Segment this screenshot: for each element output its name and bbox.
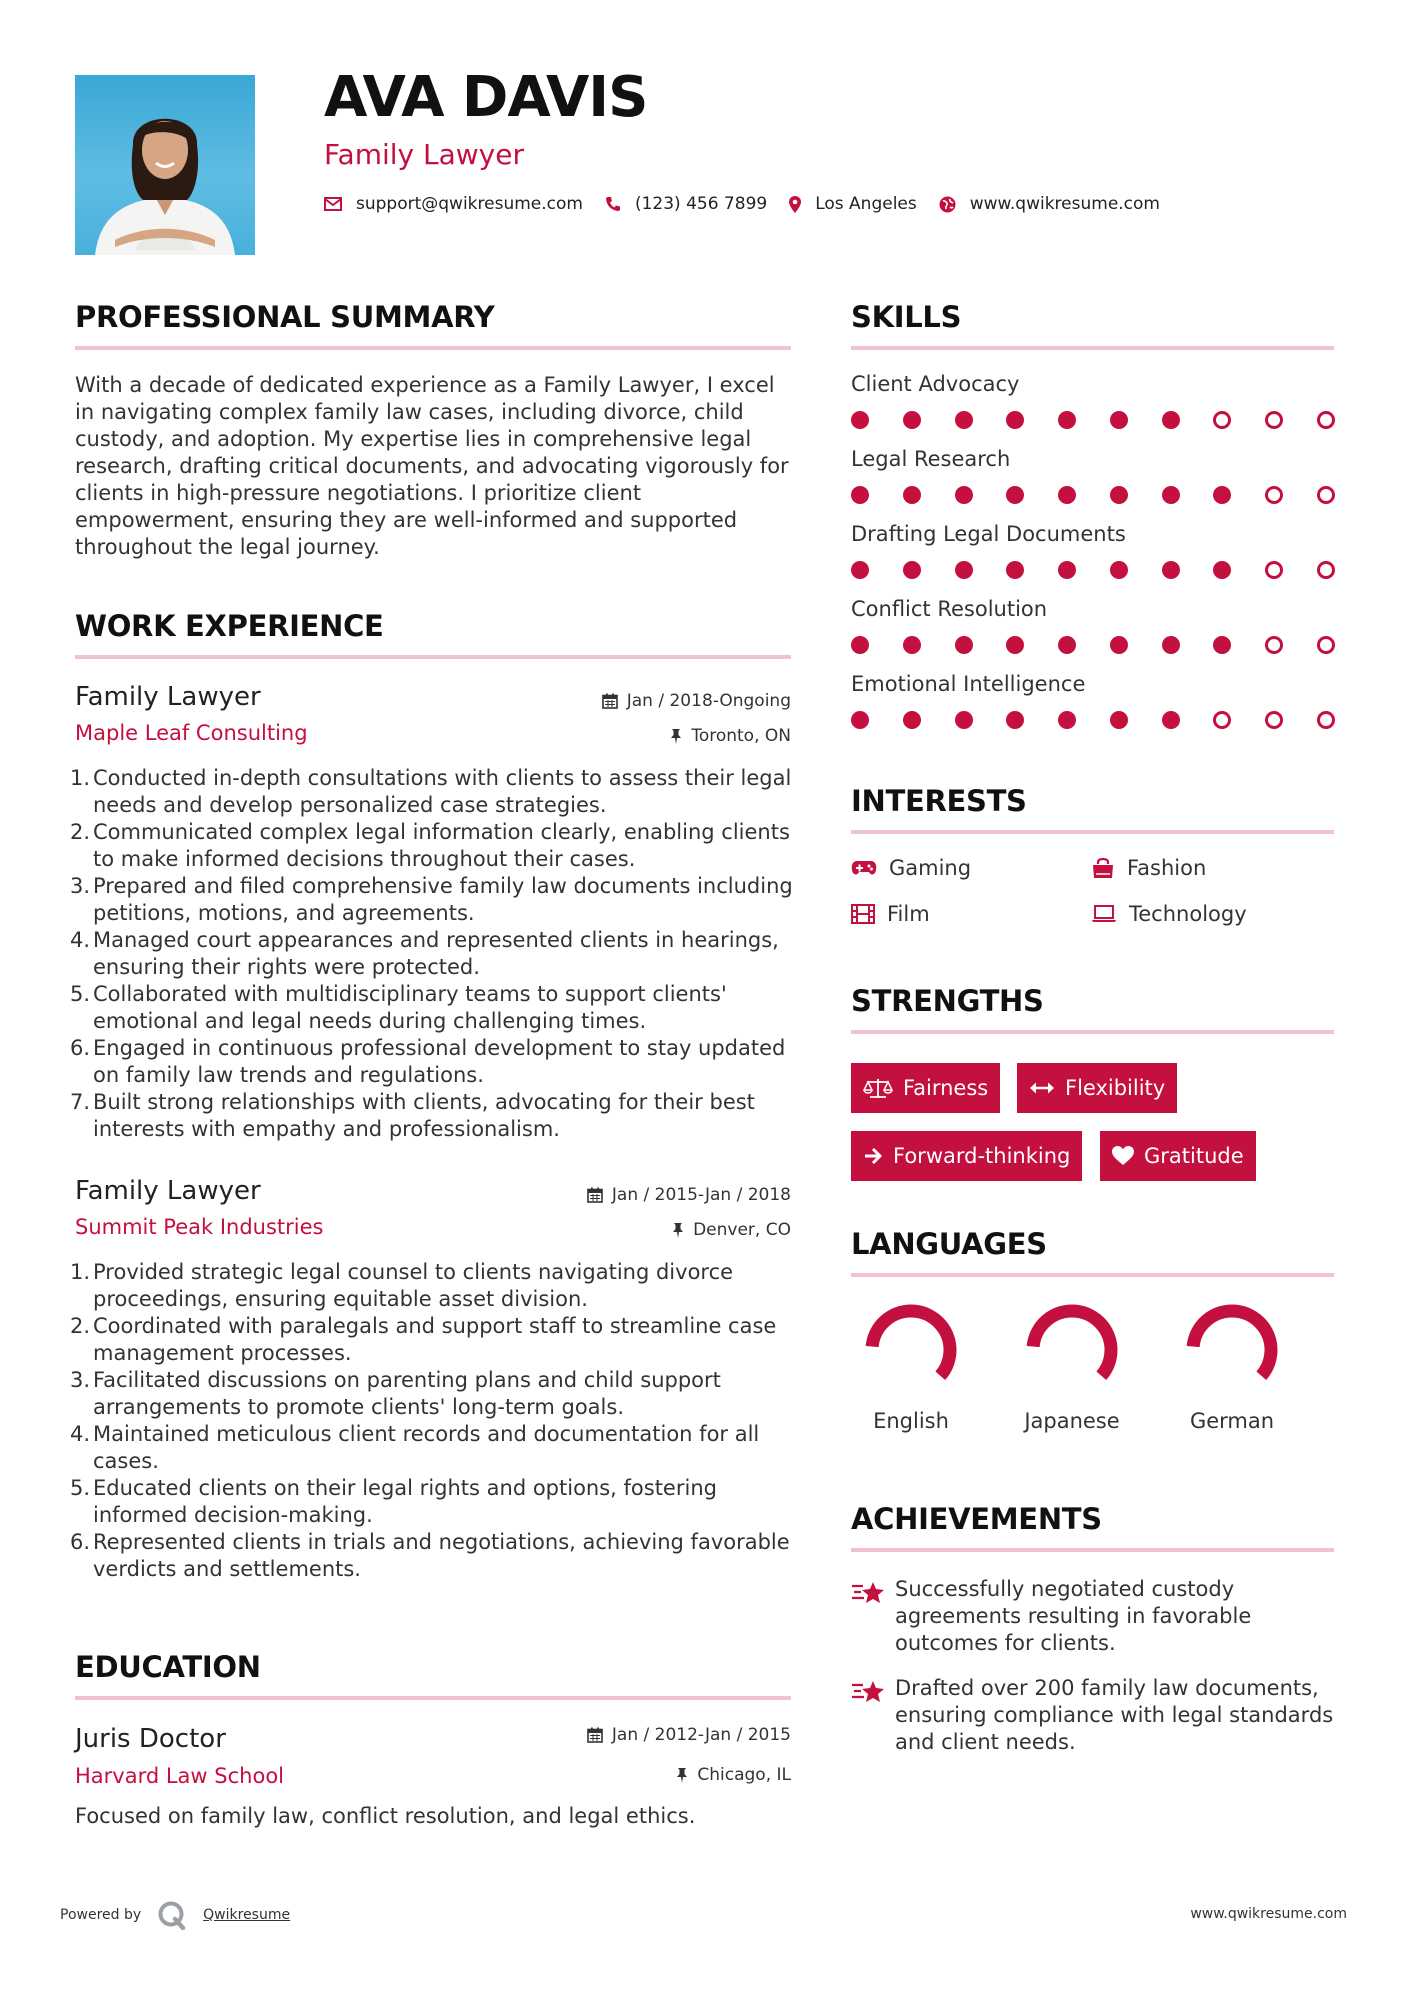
strengths-divider <box>851 1030 1334 1034</box>
rating-dot-empty <box>1265 561 1283 579</box>
job-location-text: Toronto, ON <box>691 726 791 746</box>
list-item: 2. Coordinated with paralegals and support staff to streamline case management processes. <box>70 1314 777 1365</box>
rating-dot-empty <box>1265 486 1283 504</box>
strength-label: Flexibility <box>1065 1076 1166 1100</box>
education-divider <box>75 1696 791 1700</box>
envelope-icon <box>324 197 342 211</box>
rating-dot-filled <box>1006 636 1024 654</box>
rating-dot-filled <box>1058 411 1076 429</box>
education-location-text: Chicago, IL <box>697 1765 791 1785</box>
rating-dot-empty <box>1317 636 1335 654</box>
skill-name: Emotional Intelligence <box>851 672 1086 696</box>
rating-dot-empty <box>1317 561 1335 579</box>
interest-label: Fashion <box>1127 856 1207 880</box>
rating-dot-filled <box>1162 711 1180 729</box>
rating-dot-empty <box>1317 411 1335 429</box>
summary-text: With a decade of dedicated experience as a Family Lawyer, I excel in navigating complex family law cases, including divorce, child custody, and adoption. My expertise lies in comprehensive legal research, drafting critical documents, and advocating vigorously for clients in high-pressure negotiations. I prioritize client empowerment, ensuring they are well-informed and supported throughout the legal journey. <box>75 373 789 559</box>
rating-dot-filled <box>1058 711 1076 729</box>
interest-item-film <box>851 902 930 926</box>
language-item <box>1177 1303 1287 1433</box>
strength-tag-fairness <box>851 1063 1000 1113</box>
skills-divider <box>851 346 1334 350</box>
achievements-heading: ACHIEVEMENTS <box>851 1502 1102 1536</box>
rating-dot-filled <box>851 561 869 579</box>
skill-name: Client Advocacy <box>851 372 1020 396</box>
rating-dot-filled <box>1058 636 1076 654</box>
candidate-name: AVA DAVIS <box>324 65 648 130</box>
language-item <box>1017 1303 1127 1433</box>
interest-item-gaming <box>851 856 971 880</box>
rating-dot-filled <box>955 486 973 504</box>
footer-website[interactable]: www.qwikresume.com <box>1190 1906 1347 1922</box>
contact-phone[interactable] <box>605 194 767 214</box>
gamepad-icon <box>851 860 877 876</box>
job-responsibilities <box>70 765 795 1143</box>
job-dates-text: Jan / 2015-Jan / 2018 <box>611 1185 791 1205</box>
rating-dot-filled <box>1162 636 1180 654</box>
laptop-icon <box>1091 905 1117 923</box>
strength-label: Fairness <box>903 1076 989 1100</box>
phone-text: (123) 456 7899 <box>634 194 768 214</box>
job-title: Family Lawyer <box>75 1176 261 1206</box>
rating-dot-filled <box>851 486 869 504</box>
rating-dot-filled <box>1006 561 1024 579</box>
rating-dot-filled <box>1006 486 1024 504</box>
rating-dot-filled <box>955 561 973 579</box>
job-dates-text: Jan / 2018-Ongoing <box>626 691 791 711</box>
strength-tag-flexibility <box>1017 1063 1177 1113</box>
education-dates-text: Jan / 2012-Jan / 2015 <box>611 1725 791 1745</box>
rating-dot-empty <box>1213 411 1231 429</box>
qwikresume-logo-icon <box>157 1900 187 1930</box>
list-item: 4. Managed court appearances and represented clients in hearings, ensuring their rights were protected. <box>70 928 779 979</box>
achievement-text: Successfully negotiated custody agreements resulting in favorable outcomes for clients. <box>895 1577 1252 1655</box>
arrows-h-icon <box>1029 1081 1055 1095</box>
summary-divider <box>75 346 791 350</box>
rating-dot-filled <box>955 411 973 429</box>
interest-item-fashion <box>1091 856 1206 880</box>
rating-dot-filled <box>1110 486 1128 504</box>
list-item: 1. Conducted in-depth consultations with clients to assess their legal needs and develop personalized case strategies. <box>70 766 792 817</box>
language-level-arc <box>1030 1308 1115 1393</box>
job-dates <box>587 1185 791 1205</box>
experience-heading: WORK EXPERIENCE <box>75 609 384 643</box>
degree-title: Juris Doctor <box>75 1724 226 1754</box>
education-description: Focused on family law, conflict resolution, and legal ethics. <box>75 1804 696 1828</box>
candidate-title: Family Lawyer <box>324 138 524 171</box>
pin-icon <box>676 1767 688 1783</box>
contact-location <box>789 194 917 214</box>
education-heading: EDUCATION <box>75 1650 261 1684</box>
list-item: 5. Educated clients on their legal rights and options, fostering informed decision-making. <box>70 1476 717 1527</box>
pin-icon <box>672 1222 684 1238</box>
rating-dot-empty <box>1265 411 1283 429</box>
job-dates <box>602 691 791 711</box>
rating-dot-empty <box>1317 486 1335 504</box>
rating-dot-filled <box>851 411 869 429</box>
achievement-item <box>851 1675 1341 1756</box>
skill-name: Conflict Resolution <box>851 597 1048 621</box>
school-name: Harvard Law School <box>75 1764 284 1788</box>
rating-dot-filled <box>1058 561 1076 579</box>
language-level-arc <box>869 1308 954 1393</box>
rating-dot-empty <box>1317 711 1335 729</box>
location-text: Los Angeles <box>815 194 917 214</box>
rating-dot-filled <box>903 486 921 504</box>
footer-powered-by <box>60 1900 290 1930</box>
interests-divider <box>851 830 1334 834</box>
rating-dot-empty <box>1265 711 1283 729</box>
rating-dot-empty <box>1213 711 1231 729</box>
rating-dot-empty <box>1265 636 1283 654</box>
education-dates <box>587 1725 791 1745</box>
language-level-ring <box>1025 1303 1119 1397</box>
language-level-arc <box>1190 1308 1275 1393</box>
calendar-icon <box>602 693 618 709</box>
rating-dot-filled <box>1110 636 1128 654</box>
language-item <box>856 1303 966 1433</box>
powered-by-text: Powered by <box>60 1907 142 1923</box>
skill-rating <box>851 711 1335 731</box>
profile-photo <box>75 75 255 255</box>
interest-label: Technology <box>1129 902 1247 926</box>
rating-dot-filled <box>1162 486 1180 504</box>
contact-email[interactable] <box>324 194 583 214</box>
balance-scale-icon <box>863 1077 893 1099</box>
job-responsibilities <box>70 1259 795 1583</box>
list-item: 1. Provided strategic legal counsel to clients navigating divorce proceedings, ensuring equitable asset division. <box>70 1260 734 1311</box>
strength-tag-gratitude <box>1100 1131 1256 1181</box>
achievement-item <box>851 1576 1341 1657</box>
rating-dot-filled <box>1213 636 1231 654</box>
portrait-illustration <box>75 75 255 255</box>
list-item: 6. Engaged in continuous professional development to stay updated on family law trends and regulations. <box>70 1036 786 1087</box>
pin-icon <box>670 728 682 744</box>
rating-dot-filled <box>1110 561 1128 579</box>
language-name: Japanese <box>1024 1409 1120 1433</box>
skill-rating <box>851 411 1335 431</box>
rating-dot-filled <box>955 711 973 729</box>
email-text: support@qwikresume.com <box>356 194 583 214</box>
skill-name: Drafting Legal Documents <box>851 522 1126 546</box>
rating-dot-filled <box>903 561 921 579</box>
contact-bar <box>324 194 1182 214</box>
skill-rating <box>851 561 1335 581</box>
rating-dot-filled <box>1162 561 1180 579</box>
phone-icon <box>605 196 621 212</box>
list-item: 7. Built strong relationships with clients, advocating for their best interests with empathy and professionalism. <box>70 1090 755 1141</box>
list-item: 6. Represented clients in trials and negotiations, achieving favorable verdicts and settlements. <box>70 1530 790 1581</box>
rating-dot-filled <box>1058 486 1076 504</box>
job-location <box>672 1220 791 1240</box>
interest-item-technology <box>1091 902 1247 926</box>
globe-icon <box>939 196 956 213</box>
list-item: 4. Maintained meticulous client records and documentation for all cases. <box>70 1422 760 1473</box>
language-level-ring <box>864 1303 958 1397</box>
rating-dot-filled <box>851 636 869 654</box>
rating-dot-filled <box>1213 561 1231 579</box>
rating-dot-filled <box>903 711 921 729</box>
rating-dot-filled <box>1110 711 1128 729</box>
shooting-star-icon <box>851 1578 885 1606</box>
skill-rating <box>851 636 1335 656</box>
experience-divider <box>75 655 791 659</box>
heart-icon <box>1112 1146 1134 1166</box>
rating-dot-filled <box>851 711 869 729</box>
contact-website[interactable] <box>939 194 1160 214</box>
rating-dot-filled <box>1110 411 1128 429</box>
job-company: Maple Leaf Consulting <box>75 721 308 745</box>
job-title: Family Lawyer <box>75 682 261 712</box>
achievement-text: Drafted over 200 family law documents, ensuring compliance with legal standards and client needs. <box>895 1676 1334 1754</box>
arrow-right-icon <box>863 1147 883 1165</box>
website-text: www.qwikresume.com <box>969 194 1160 214</box>
language-name: English <box>873 1409 949 1433</box>
brand-link[interactable]: Qwikresume <box>203 1907 291 1923</box>
rating-dot-filled <box>1006 411 1024 429</box>
job-location <box>670 726 791 746</box>
skill-name: Legal Research <box>851 447 1011 471</box>
film-icon <box>851 904 875 924</box>
rating-dot-filled <box>903 636 921 654</box>
list-item: 2. Communicated complex legal information clearly, enabling clients to make informed decisions throughout their cases. <box>70 820 790 871</box>
achievements-divider <box>851 1548 1334 1552</box>
strength-label: Gratitude <box>1144 1144 1244 1168</box>
shooting-star-icon <box>851 1677 885 1705</box>
language-level-ring <box>1185 1303 1279 1397</box>
rating-dot-filled <box>955 636 973 654</box>
summary-heading: PROFESSIONAL SUMMARY <box>75 300 495 334</box>
rating-dot-filled <box>903 411 921 429</box>
strengths-heading: STRENGTHS <box>851 984 1044 1018</box>
calendar-icon <box>587 1727 603 1743</box>
strength-label: Forward-thinking <box>893 1144 1071 1168</box>
rating-dot-filled <box>1162 411 1180 429</box>
language-name: German <box>1189 1409 1275 1433</box>
languages-divider <box>851 1273 1334 1277</box>
skills-heading: SKILLS <box>851 300 962 334</box>
list-item: 5. Collaborated with multidisciplinary teams to support clients' emotional and legal needs during challenging times. <box>70 982 727 1033</box>
education-location <box>676 1765 791 1785</box>
calendar-icon <box>587 1187 603 1203</box>
list-item: 3. Facilitated discussions on parenting plans and child support arrangements to promote clients' long-term goals. <box>70 1368 721 1419</box>
map-marker-icon <box>789 196 801 213</box>
rating-dot-filled <box>1213 486 1231 504</box>
rating-dot-filled <box>1006 711 1024 729</box>
strength-tag-forward-thinking <box>851 1131 1082 1181</box>
skill-rating <box>851 486 1335 506</box>
interests-heading: INTERESTS <box>851 784 1027 818</box>
interest-label: Film <box>887 902 930 926</box>
list-item: 3. Prepared and filed comprehensive family law documents including petitions, motions, and agreements. <box>70 874 793 925</box>
job-location-text: Denver, CO <box>693 1220 791 1240</box>
job-company: Summit Peak Industries <box>75 1215 324 1239</box>
shopping-bag-icon <box>1091 857 1115 879</box>
languages-heading: LANGUAGES <box>851 1227 1047 1261</box>
interest-label: Gaming <box>889 856 972 880</box>
